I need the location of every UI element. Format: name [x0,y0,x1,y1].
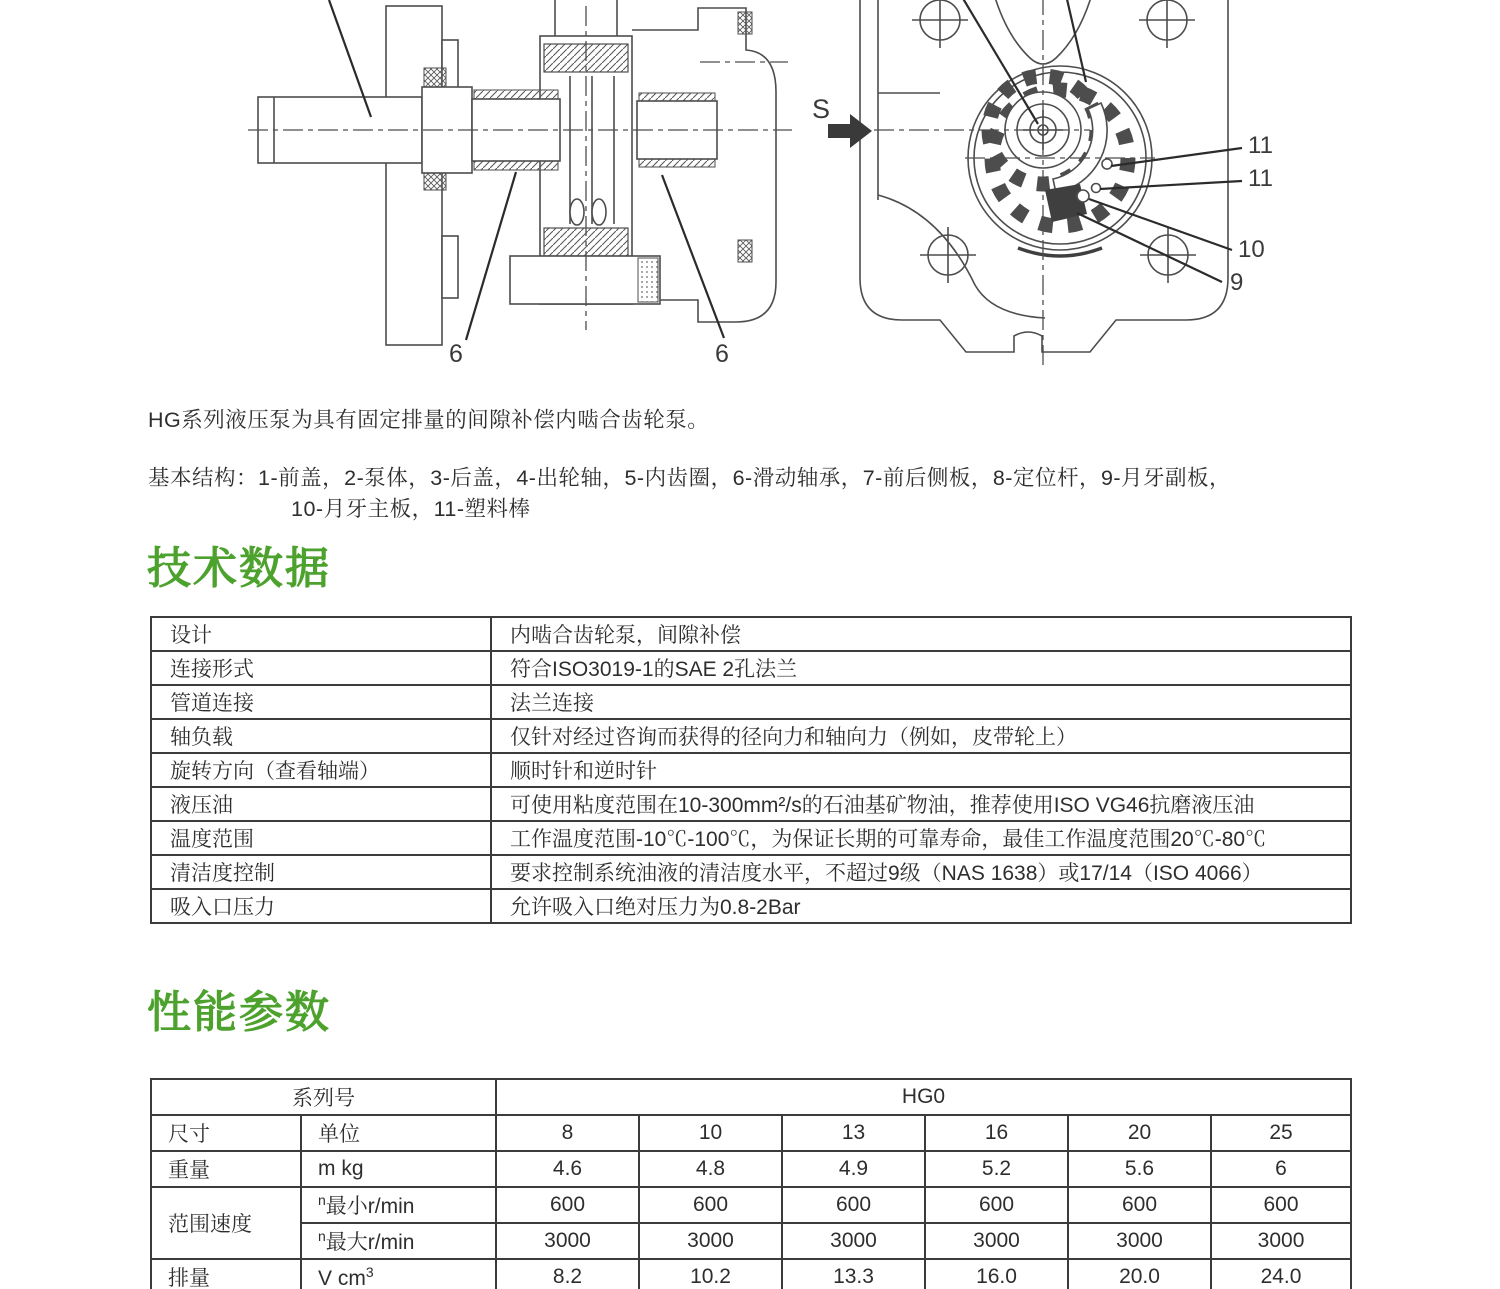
speed-min-value: 600 [925,1187,1068,1223]
table-row [151,1079,1351,1115]
weight-value: 4.6 [496,1151,639,1187]
speed-min-unit [301,1187,496,1223]
plastic-rod-top [1102,159,1112,169]
displacement-unit-sup: 3 [365,1263,374,1280]
part-11-label-top: 11 [1248,132,1273,159]
speed-max-value: 3000 [1211,1223,1351,1259]
speed-max-value: 3000 [1068,1223,1211,1259]
tech-value: 内啮合齿轮泵，间隙补偿 [491,617,1351,651]
table-row [151,719,1351,753]
suction-label: S [812,94,831,124]
size-value: 20 [1068,1115,1211,1151]
speed-range-label: 范围速度 [151,1187,301,1259]
table-row [151,685,1351,719]
tech-value: 法兰连接 [491,685,1351,719]
table-row [151,617,1351,651]
suction-port-marker [812,94,872,148]
size-value: 25 [1211,1115,1351,1151]
tech-value: 可使用粘度范围在10-300mm²/s的石油基矿物油，推荐使用ISO VG46抗磨液压油 [491,787,1351,821]
speed-max-sup: n [318,1228,326,1244]
speed-min-value: 600 [639,1187,782,1223]
speed-min-sup: n [318,1192,326,1208]
series-value: HG0 [496,1079,1351,1115]
performance-table [150,1078,1352,1289]
tech-label: 轴负载 [151,719,491,753]
displacement-value: 8.2 [496,1259,639,1289]
size-value: 8 [496,1115,639,1151]
pump-cross-section-drawing [140,0,800,372]
displacement-value: 13.3 [782,1259,925,1289]
structure-line-1: 基本结构：1-前盖，2-泵体，3-后盖，4-出轮轴，5-内齿圈，6-滑动轴承，7-前后侧板，8-定位杆，9-月牙副板， [148,466,1232,490]
size-value: 16 [925,1115,1068,1151]
tech-value: 工作温度范围-10℃-100℃，为保证长期的可靠寿命，最佳工作温度范围20℃-80℃ [491,821,1351,855]
tech-value: 要求控制系统油液的清洁度水平，不超过9级（NAS 1638）或17/14（ISO 4066） [491,855,1351,889]
table-row [151,889,1351,923]
displacement-label: 排量 [151,1259,301,1289]
weight-value: 5.6 [1068,1151,1211,1187]
tech-label: 吸入口压力 [151,889,491,923]
pivot-hole [1077,190,1089,202]
weight-unit: m kg [301,1151,496,1187]
leader-line-top-b [1058,0,1086,82]
tech-label: 清洁度控制 [151,855,491,889]
table-row [151,1187,1351,1223]
table-row [151,1115,1351,1151]
flow-direction-arrow-icon [828,114,872,148]
tech-label: 液压油 [151,787,491,821]
product-intro-text: HG系列液压泵为具有固定排量的间隙补偿内啮合齿轮泵。 [148,408,710,432]
tech-label: 设计 [151,617,491,651]
part-10-label: 10 [1238,236,1265,263]
table-row [151,1259,1351,1289]
speed-max-value: 3000 [496,1223,639,1259]
speed-min-unit-text: 最小r/min [325,1195,415,1218]
speed-max-value: 3000 [639,1223,782,1259]
tech-data-title: 技术数据 [147,544,331,593]
weight-value: 4.9 [782,1151,925,1187]
displacement-value: 20.0 [1068,1259,1211,1289]
performance-title: 性能参数 [147,988,331,1037]
bottom-bearing-block [510,256,660,304]
part-9-label: 9 [1230,269,1244,296]
speed-max-unit [301,1223,496,1259]
displacement-unit-text: V cm [318,1266,366,1289]
tech-value: 顺时针和逆时针 [491,753,1351,787]
unit-header: 单位 [301,1115,496,1151]
basic-structure-text [148,463,1231,525]
callout-6-left [449,172,516,368]
displacement-value: 24.0 [1211,1259,1351,1289]
part-6-label-right: 6 [715,340,729,368]
speed-min-value: 600 [782,1187,925,1223]
housing-outline [860,0,1228,352]
speed-min-value: 600 [1211,1187,1351,1223]
displacement-value: 16.0 [925,1259,1068,1289]
size-value: 10 [639,1115,782,1151]
tech-value: 符合ISO3019-1的SAE 2孔法兰 [491,651,1351,685]
speed-min-value: 600 [496,1187,639,1223]
speed-min-value: 600 [1068,1187,1211,1223]
size-value: 13 [782,1115,925,1151]
pump-front-view-drawing [790,0,1320,372]
tech-label: 管道连接 [151,685,491,719]
table-row [151,787,1351,821]
size-header: 尺寸 [151,1115,301,1151]
displacement-unit [301,1259,496,1289]
part-11-label-bottom: 11 [1248,165,1273,192]
tech-label: 连接形式 [151,651,491,685]
displacement-value: 10.2 [639,1259,782,1289]
tech-value: 仅针对经过咨询而获得的径向力和轴向力（例如，皮带轮上） [491,719,1351,753]
tech-label: 旋转方向（查看轴端） [151,753,491,787]
tech-value: 允许吸入口绝对压力为0.8-2Bar [491,889,1351,923]
tech-label: 温度范围 [151,821,491,855]
table-row [151,1223,1351,1259]
table-row [151,855,1351,889]
weight-value: 4.8 [639,1151,782,1187]
series-header: 系列号 [151,1079,496,1115]
weight-value: 5.2 [925,1151,1068,1187]
weight-label: 重量 [151,1151,301,1187]
structure-line-2: 10-月牙主板，11-塑料棒 [291,497,531,521]
speed-max-unit-text: 最大r/min [325,1231,415,1254]
part-6-label-left: 6 [449,340,463,368]
speed-max-value: 3000 [782,1223,925,1259]
plastic-rod-bottom [1092,184,1101,193]
front-cover-flange [386,6,458,345]
callout-6-right [662,175,729,368]
table-row [151,651,1351,685]
weight-value: 6 [1211,1151,1351,1187]
tech-data-table [150,616,1352,924]
table-row [151,753,1351,787]
speed-max-value: 3000 [925,1223,1068,1259]
table-row [151,821,1351,855]
table-row [151,1151,1351,1187]
